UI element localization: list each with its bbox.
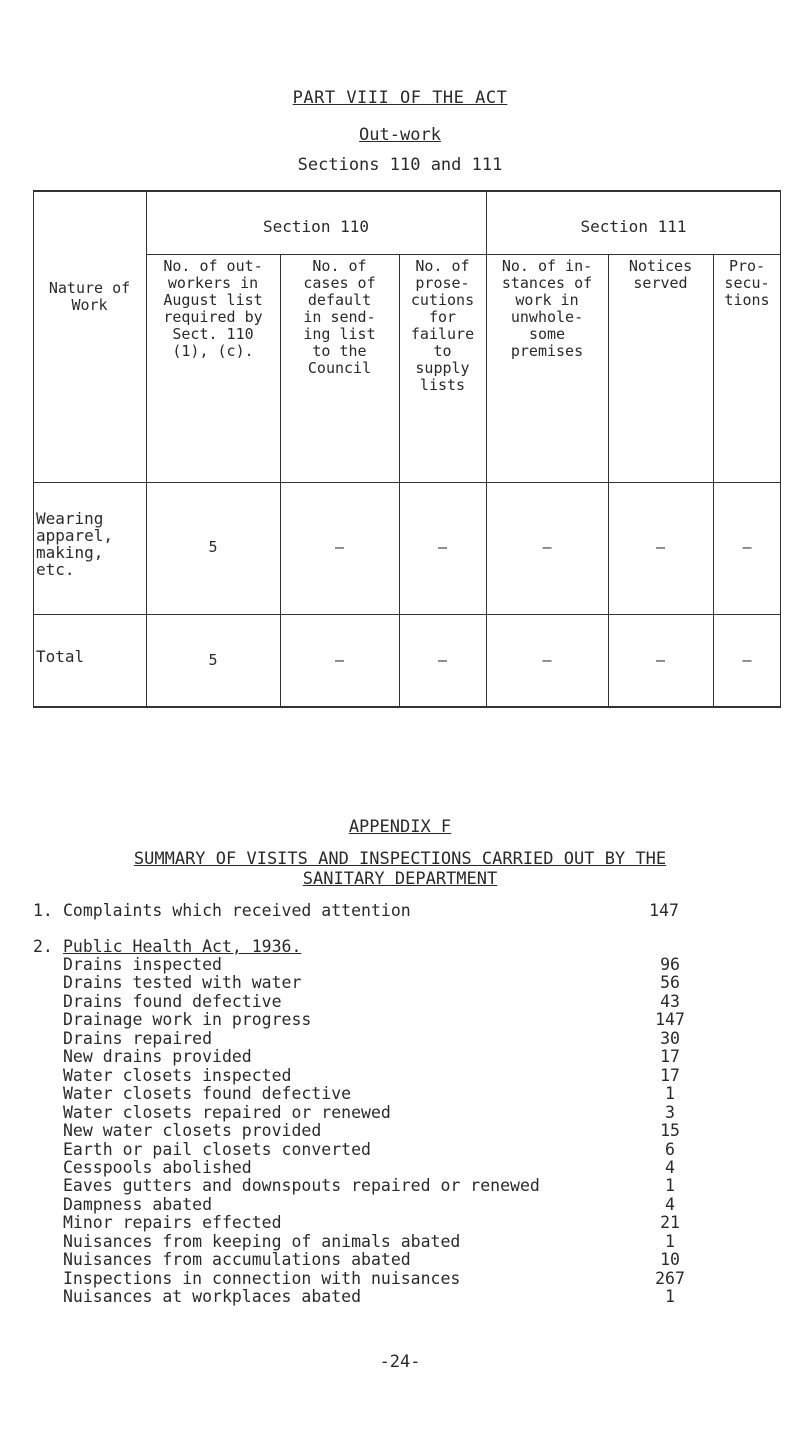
row-label-line: making,: [36, 543, 104, 562]
column-header-line: August list: [163, 291, 263, 309]
sections-subtitle: Sections 110 and 111: [297, 155, 503, 175]
table-cell-value: –: [655, 538, 666, 556]
row-label-line: apparel,: [36, 526, 114, 545]
column-header-line: cases of: [303, 274, 376, 292]
column-divider: [608, 254, 609, 707]
section-divider: [486, 190, 487, 707]
item1-number: 1.: [33, 901, 53, 920]
detail-value: 6: [665, 1139, 675, 1159]
column-header-line: cutions: [410, 291, 475, 309]
row-label-line: etc.: [36, 560, 75, 579]
detail-value: 1: [665, 1231, 675, 1251]
detail-label: Inspections in connection with nuisances: [63, 1268, 461, 1288]
column-header-line: failure: [410, 325, 475, 343]
column-header-line: prose-: [415, 274, 470, 292]
column-divider: [280, 254, 281, 707]
column-header-line: Work: [71, 296, 108, 314]
column-header-line: for: [428, 308, 457, 326]
table-border-right: [780, 190, 781, 707]
detail-label: Water closets found defective: [63, 1084, 352, 1104]
table-cell-value: –: [655, 650, 666, 669]
row-label-line: Wearing: [36, 509, 104, 528]
table-cell-value: –: [437, 650, 448, 669]
table-cell-value: 5: [208, 538, 218, 556]
detail-label: New drains provided: [63, 1047, 252, 1067]
detail-value: 96: [660, 955, 680, 974]
column-divider: [399, 254, 400, 707]
column-header-line: stances of: [501, 274, 593, 292]
table-cell-value: –: [742, 538, 752, 556]
out-work-subtitle: Out-work: [359, 125, 441, 145]
table-cell-value: –: [437, 538, 448, 556]
detail-value: 1: [665, 1287, 675, 1307]
detail-label: New water closets provided: [63, 1121, 322, 1141]
row-label-line: Total: [36, 647, 85, 666]
table-border-left: [33, 190, 34, 707]
detail-value: 147: [655, 1010, 685, 1030]
detail-label: Earth or pail closets converted: [63, 1139, 371, 1159]
column-header-line: Nature of: [48, 279, 131, 297]
item2-number: 2.: [33, 937, 53, 956]
column-header-line: No. of: [415, 257, 470, 275]
column-divider: [713, 254, 714, 707]
column-header-line: ing list: [303, 325, 376, 343]
table-cell-value: –: [542, 650, 552, 669]
table-cell-value: –: [334, 650, 345, 669]
item1-label: Complaints which received attention: [63, 901, 411, 920]
detail-label: Drains found defective: [63, 991, 282, 1011]
column-header-line: work in: [515, 291, 579, 309]
column-header-line: secu-: [724, 274, 770, 292]
detail-label: Nuisances at workplaces abated: [63, 1287, 362, 1307]
detail-value: 17: [660, 1065, 680, 1085]
detail-label: Drains inspected: [63, 955, 222, 974]
section-110-header: Section 110: [263, 217, 369, 236]
detail-value: 267: [655, 1268, 685, 1288]
detail-value: 30: [660, 1028, 680, 1048]
detail-value: 10: [660, 1250, 680, 1270]
summary-heading-line2: SANITARY DEPARTMENT: [302, 869, 498, 889]
detail-value: 56: [660, 973, 680, 993]
item1-value: 147: [649, 901, 679, 920]
column-divider: [146, 190, 147, 707]
detail-value: 43: [660, 991, 680, 1011]
summary-heading-line1: SUMMARY OF VISITS AND INSPECTIONS CARRIED OUT BY THE: [133, 849, 667, 869]
detail-label: Nuisances from accumulations abated: [63, 1250, 411, 1270]
detail-value: 17: [660, 1047, 680, 1067]
column-header-line: workers in: [167, 274, 259, 292]
column-header-line: required by: [163, 308, 263, 326]
page-number: -24-: [379, 1352, 421, 1372]
detail-label: Water closets repaired or renewed: [63, 1102, 391, 1122]
column-header-line: to: [433, 342, 452, 360]
section-111-header: Section 111: [580, 217, 687, 236]
table-cell-value: –: [542, 538, 552, 556]
table-cell-value: –: [742, 650, 752, 669]
table-cell-value: –: [334, 538, 345, 556]
column-header-line: default: [307, 291, 372, 309]
detail-value: 15: [660, 1121, 680, 1141]
part-title: PART VIII OF THE ACT: [292, 88, 508, 108]
column-header-line: in send-: [303, 308, 376, 326]
column-header-line: No. of out-: [163, 257, 263, 275]
table-cell-value: 5: [208, 650, 218, 669]
column-header-line: Sect. 110: [172, 325, 254, 343]
appendix-title: APPENDIX F: [348, 817, 452, 837]
detail-label: Eaves gutters and downspouts repaired or renewed: [63, 1176, 540, 1196]
column-header-line: unwhole-: [510, 308, 584, 326]
column-header-line: Council: [307, 359, 372, 377]
column-header-line: served: [633, 274, 688, 292]
detail-label: Drainage work in progress: [63, 1010, 312, 1030]
detail-value: 4: [665, 1157, 675, 1177]
column-header-line: some: [528, 325, 566, 343]
column-header-line: supply: [415, 359, 470, 377]
column-header-line: tions: [724, 291, 770, 309]
header-group-divider: [146, 254, 781, 255]
detail-label: Water closets inspected: [63, 1065, 292, 1085]
column-header-line: premises: [510, 342, 584, 360]
detail-label: Drains tested with water: [63, 973, 302, 993]
column-header-line: lists: [419, 376, 466, 394]
column-header-line: Notices: [628, 257, 693, 275]
column-header-line: to the: [312, 342, 367, 360]
outwork-table: [33, 190, 781, 707]
detail-label: Dampness abated: [63, 1194, 213, 1214]
detail-value: 1: [665, 1176, 675, 1196]
detail-value: 1: [665, 1084, 675, 1104]
detail-label: Minor repairs effected: [63, 1213, 282, 1233]
detail-label: Cesspools abolished: [63, 1157, 252, 1177]
column-header-line: (1), (c).: [172, 342, 254, 360]
detail-label: Drains repaired: [63, 1028, 213, 1048]
column-header-line: No. of: [312, 257, 367, 275]
detail-value: 4: [665, 1194, 675, 1214]
detail-label: Nuisances from keeping of animals abated: [63, 1231, 461, 1251]
column-header-line: No. of in-: [501, 257, 593, 275]
item2-label: Public Health Act, 1936.: [63, 937, 302, 956]
column-header-line: Pro-: [728, 257, 766, 275]
detail-value: 3: [665, 1102, 675, 1122]
detail-value: 21: [660, 1213, 680, 1233]
